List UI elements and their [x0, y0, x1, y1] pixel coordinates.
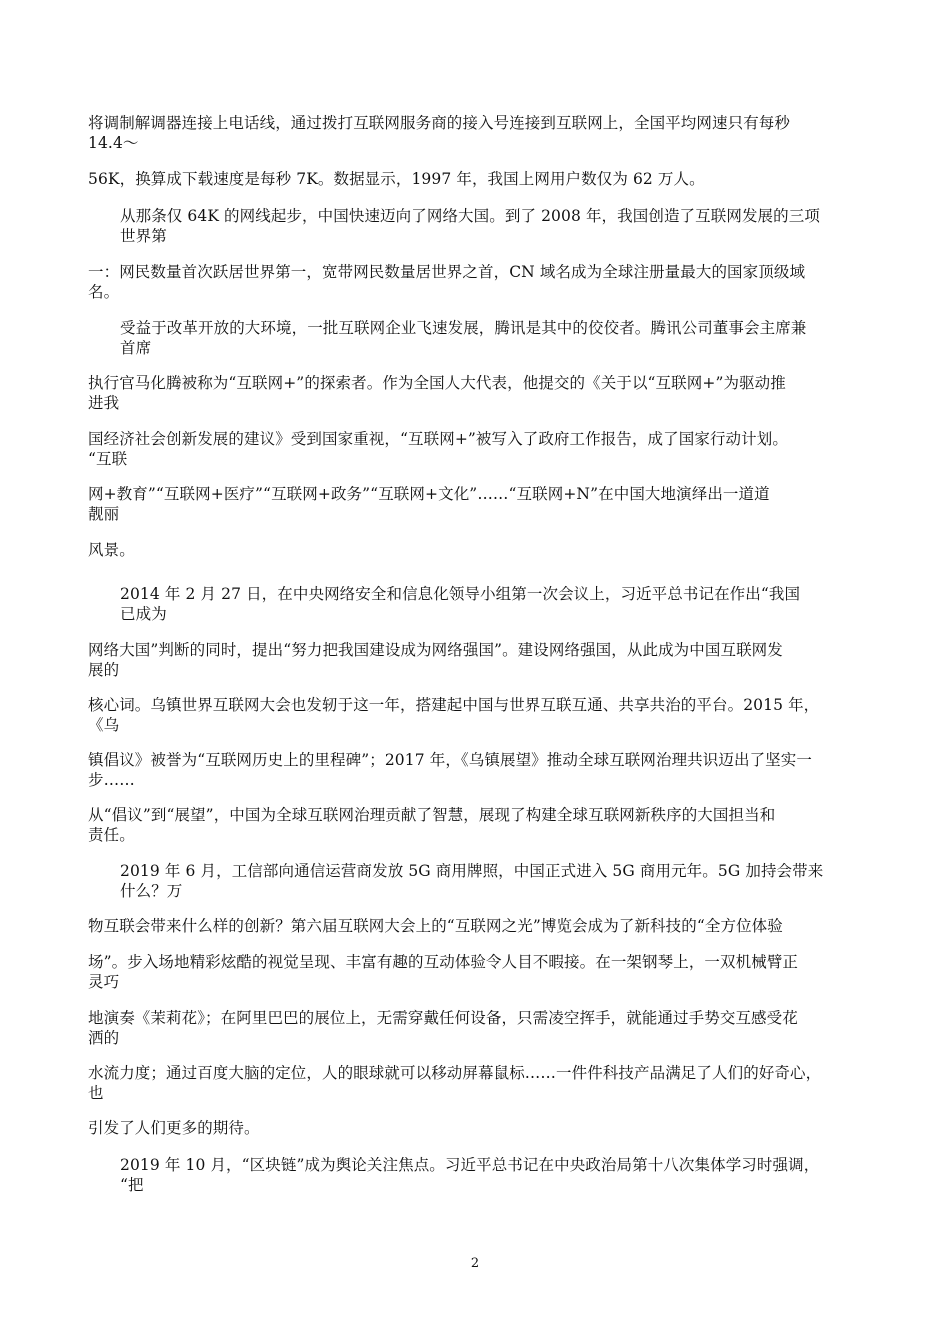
text-line: 受益于改革开放的大环境，一批互联网企业飞速发展，腾讯是其中的佼佼者。腾讯公司董事会主席兼	[120, 319, 807, 337]
text-line: 风景。	[88, 541, 135, 559]
text-line: 网络大国”判断的同时，提出“努力把我国建设成为网络强国”。建设网络强国，从此成为中国互联网发	[88, 641, 783, 659]
text-line: 《乌	[88, 716, 120, 734]
text-line: 名。	[88, 283, 120, 301]
text-line: “把	[120, 1176, 144, 1194]
text-line: 将调制解调器连接上电话线，通过拨打互联网服务商的接入号连接到互联网上，全国平均网速只有每秒	[88, 114, 791, 132]
text-line: 场”。步入场地精彩炫酷的视觉呈现、丰富有趣的互动体验令人目不暇接。在一架钢琴上，一双机械臂正	[88, 953, 799, 971]
text-line: 56K，换算成下载速度是每秒 7K。数据显示，1997 年，我国上网用户数仅为 62 万人。	[88, 170, 705, 188]
text-line: 从“倡议”到“展望”，中国为全球互联网治理贡献了智慧，展现了构建全球互联网新秩序的大国担当和	[88, 806, 776, 824]
text-line: 核心词。乌镇世界互联网大会也发轫于这一年，搭建起中国与世界互联互通、共享共治的平台。2015 年，	[88, 696, 820, 714]
text-line: 什么？万	[120, 882, 183, 900]
text-line: 灵巧	[88, 973, 120, 991]
text-line: 首席	[120, 339, 152, 357]
text-line: 镇倡议》被誉为“互联网历史上的里程碑”；2017 年，《乌镇展望》推动全球互联网治理共识迈出了坚实一	[88, 751, 812, 769]
text-line: 水流力度；通过百度大脑的定位，人的眼球就可以移动屏幕鼠标……一件件科技产品满足了人们的好奇心，	[88, 1064, 822, 1082]
text-line: 执行官马化腾被称为“互联网+”的探索者。作为全国人大代表，他提交的《关于以“互联网+”为驱动推	[88, 374, 786, 392]
text-line: 洒的	[88, 1029, 120, 1047]
text-line: 步……	[88, 771, 135, 789]
text-line: 世界第	[120, 227, 167, 245]
text-line: 引发了人们更多的期待。	[88, 1119, 260, 1137]
text-line: 2014 年 2 月 27 日，在中央网络安全和信息化领导小组第一次会议上，习近平总书记在作出“我国	[120, 585, 801, 603]
text-line: 14.4～	[88, 134, 139, 152]
text-line: 进我	[88, 394, 120, 412]
text-line: 从那条仅 64K 的网线起步，中国快速迈向了网络大国。到了 2008 年，我国创造了互联网发展的三项	[120, 207, 820, 225]
text-line: 网+教育”“互联网+医疗”“互联网+政务”“互联网+文化”……“互联网+N”在中国大地演绎出一道道	[88, 485, 770, 503]
page-number: 2	[470, 1256, 480, 1271]
text-line: 2019 年 6 月，工信部向通信运营商发放 5G 商用牌照，中国正式进入 5G 商用元年。5G 加持会带来	[120, 862, 824, 880]
text-line: 已成为	[120, 605, 167, 623]
text-line: 2019 年 10 月，“区块链”成为舆论关注焦点。习近平总书记在中央政治局第十八次集体学习时强调，	[120, 1156, 820, 1174]
text-line: 一：网民数量首次跃居世界第一，宽带网民数量居世界之首，CN 域名成为全球注册量最大的国家顶级域	[88, 263, 806, 281]
text-line: “互联	[88, 450, 128, 468]
text-line: 展的	[88, 661, 120, 679]
text-line: 也	[88, 1084, 104, 1102]
text-line: 靓丽	[88, 505, 120, 523]
text-line: 物互联会带来什么样的创新？第六届互联网大会上的“互联网之光”博览会成为了新科技的“全方位体验	[88, 917, 783, 935]
text-line: 责任。	[88, 826, 135, 844]
text-line: 国经济社会创新发展的建议》受到国家重视，“互联网+”被写入了政府工作报告，成了国家行动计划。	[88, 430, 788, 448]
text-line: 地演奏《茉莉花》；在阿里巴巴的展位上，无需穿戴任何设备，只需凌空挥手，就能通过手势交互感受花	[88, 1009, 798, 1027]
